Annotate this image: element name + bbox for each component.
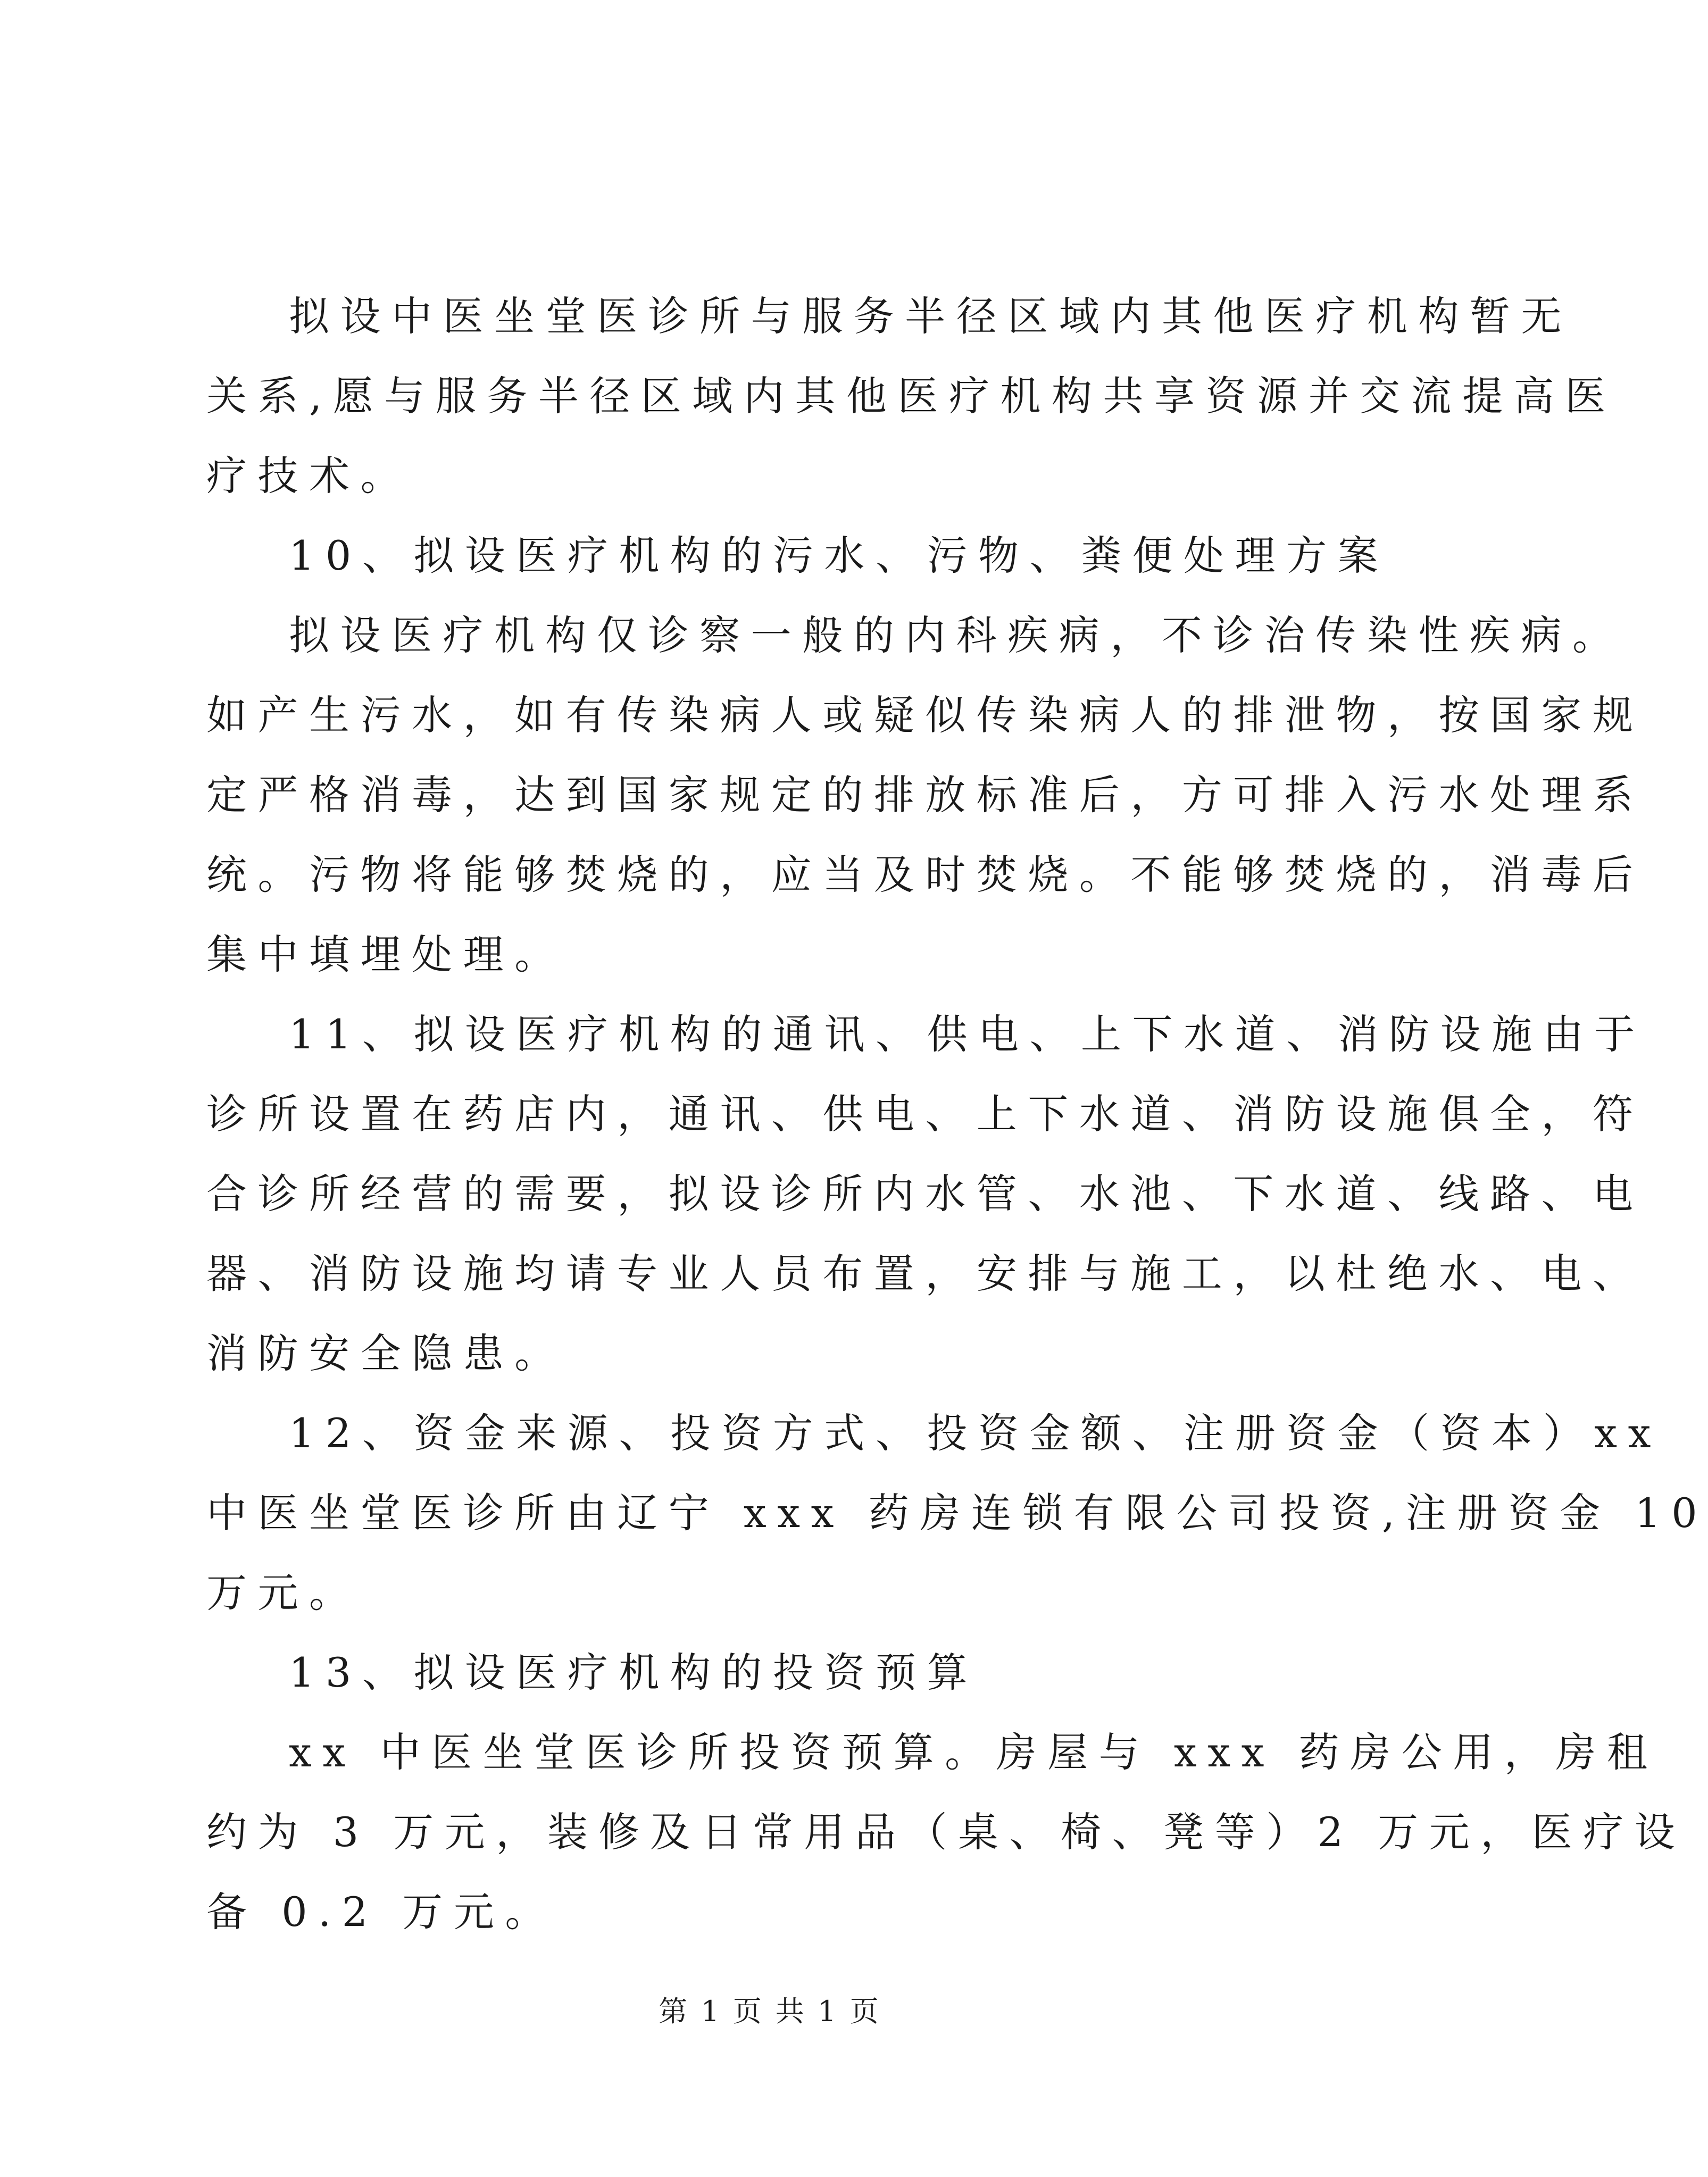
section-heading: 12、资金来源、投资方式、投资金额、注册资金（资本）xx <box>289 1409 1662 1457</box>
section-heading: 11、拟设医疗机构的通讯、供电、上下水道、消防设施由于 <box>289 1011 1646 1058</box>
paragraph-line: 拟设医疗机构仅诊察一般的内科疾病，不诊治传染性疾病。 <box>289 612 1624 659</box>
paragraph-line: xx 中医坐堂医诊所投资预算。房屋与 xxx 药房公用，房租 <box>289 1729 1659 1776</box>
section-heading: 10、拟设医疗机构的污水、污物、粪便处理方案 <box>289 532 1389 579</box>
paragraph-line: 疗技术。 <box>206 452 412 499</box>
paragraph-line: 器、消防设施均请专业人员布置，安排与施工，以杜绝水、电、 <box>206 1250 1644 1297</box>
paragraph-line: 拟设中医坐堂医诊所与服务半径区域内其他医疗机构暂无 <box>289 293 1572 340</box>
paragraph-line: 诊所设置在药店内，通讯、供电、上下水道、消防设施俱全，符 <box>206 1090 1644 1138</box>
paragraph-line: 万元。 <box>206 1569 361 1616</box>
paragraph-line: 定严格消毒，达到国家规定的排放标准后，方可排入污水处理系 <box>206 771 1644 819</box>
paragraph-line: 中医坐堂医诊所由辽宁 xxx 药房连锁有限公司投资,注册资金 10 <box>206 1489 1708 1537</box>
paragraph-line: 消防安全隐患。 <box>206 1330 566 1377</box>
paragraph-line: 备 0.2 万元。 <box>206 1888 556 1936</box>
section-heading: 13、拟设医疗机构的投资预算 <box>289 1649 978 1696</box>
paragraph-line: 集中填埋处理。 <box>206 931 566 978</box>
page-footer: 第 1 页 共 1 页 <box>658 1995 881 2028</box>
paragraph-line: 统。污物将能够焚烧的，应当及时焚烧。不能够焚烧的，消毒后 <box>206 851 1644 898</box>
paragraph-line: 约为 3 万元，装修及日常用品（桌、椅、凳等）2 万元，医疗设 <box>206 1808 1686 1856</box>
paragraph-line: 关系,愿与服务半径区域内其他医疗机构共享资源并交流提高医 <box>206 372 1617 420</box>
paragraph-line: 合诊所经营的需要，拟设诊所内水管、水池、下水道、线路、电 <box>206 1170 1644 1217</box>
paragraph-line: 如产生污水，如有传染病人或疑似传染病人的排泄物，按国家规 <box>206 691 1644 739</box>
